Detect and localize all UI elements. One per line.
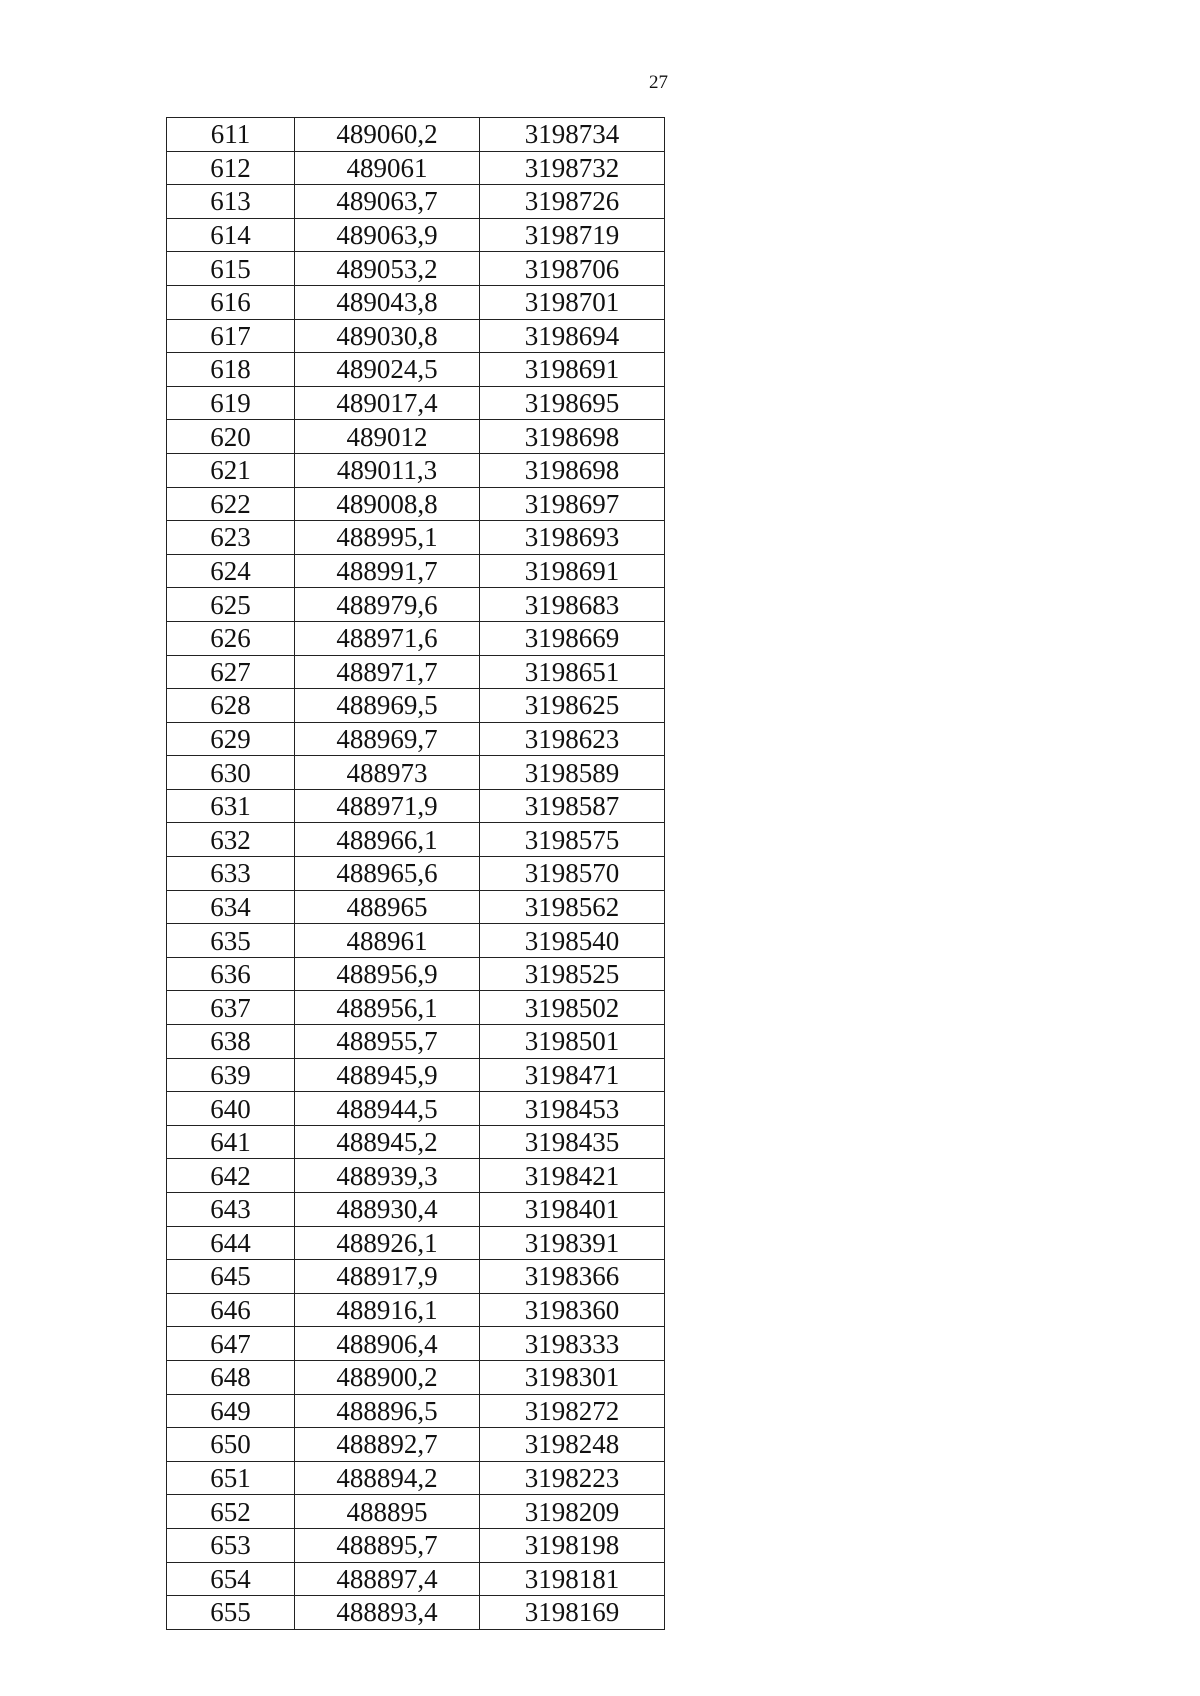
point-number-cell: 637 — [167, 991, 295, 1025]
table-row — [167, 1327, 665, 1361]
table-row — [167, 151, 665, 185]
table-row — [167, 991, 665, 1025]
point-number-cell: 650 — [167, 1428, 295, 1462]
table-row — [167, 1058, 665, 1092]
table-row — [167, 554, 665, 588]
table-row — [167, 857, 665, 891]
point-number-cell: 623 — [167, 521, 295, 555]
y-coordinate-cell: 3198697 — [480, 487, 665, 521]
table-row — [167, 924, 665, 958]
y-coordinate-cell: 3198471 — [480, 1058, 665, 1092]
point-number-cell: 633 — [167, 857, 295, 891]
x-coordinate-cell: 488955,7 — [295, 1025, 480, 1059]
point-number-cell: 627 — [167, 655, 295, 689]
table-row — [167, 588, 665, 622]
coordinates-table-body — [167, 118, 665, 1630]
table-row — [167, 118, 665, 152]
table-row — [167, 1461, 665, 1495]
table-row — [167, 1495, 665, 1529]
x-coordinate-cell: 488956,9 — [295, 957, 480, 991]
point-number-cell: 648 — [167, 1360, 295, 1394]
y-coordinate-cell: 3198623 — [480, 722, 665, 756]
y-coordinate-cell: 3198333 — [480, 1327, 665, 1361]
point-number-cell: 640 — [167, 1092, 295, 1126]
y-coordinate-cell: 3198726 — [480, 185, 665, 219]
x-coordinate-cell: 488916,1 — [295, 1293, 480, 1327]
x-coordinate-cell: 488906,4 — [295, 1327, 480, 1361]
point-number-cell: 619 — [167, 386, 295, 420]
x-coordinate-cell: 488991,7 — [295, 554, 480, 588]
x-coordinate-cell: 489012 — [295, 420, 480, 454]
y-coordinate-cell: 3198698 — [480, 420, 665, 454]
table-row — [167, 453, 665, 487]
table-row — [167, 1360, 665, 1394]
x-coordinate-cell: 488945,2 — [295, 1125, 480, 1159]
point-number-cell: 625 — [167, 588, 295, 622]
table-row — [167, 420, 665, 454]
x-coordinate-cell: 489030,8 — [295, 319, 480, 353]
point-number-cell: 611 — [167, 118, 295, 152]
coordinates-table — [166, 117, 665, 1630]
point-number-cell: 621 — [167, 453, 295, 487]
y-coordinate-cell: 3198502 — [480, 991, 665, 1025]
y-coordinate-cell: 3198360 — [480, 1293, 665, 1327]
point-number-cell: 620 — [167, 420, 295, 454]
point-number-cell: 632 — [167, 823, 295, 857]
x-coordinate-cell: 488971,9 — [295, 789, 480, 823]
x-coordinate-cell: 488966,1 — [295, 823, 480, 857]
y-coordinate-cell: 3198693 — [480, 521, 665, 555]
y-coordinate-cell: 3198701 — [480, 285, 665, 319]
y-coordinate-cell: 3198525 — [480, 957, 665, 991]
y-coordinate-cell: 3198706 — [480, 252, 665, 286]
point-number-cell: 649 — [167, 1394, 295, 1428]
point-number-cell: 639 — [167, 1058, 295, 1092]
y-coordinate-cell: 3198223 — [480, 1461, 665, 1495]
x-coordinate-cell: 489043,8 — [295, 285, 480, 319]
y-coordinate-cell: 3198732 — [480, 151, 665, 185]
point-number-cell: 613 — [167, 185, 295, 219]
y-coordinate-cell: 3198421 — [480, 1159, 665, 1193]
table-row — [167, 1293, 665, 1327]
point-number-cell: 618 — [167, 353, 295, 387]
y-coordinate-cell: 3198691 — [480, 554, 665, 588]
x-coordinate-cell: 488892,7 — [295, 1428, 480, 1462]
table-row — [167, 621, 665, 655]
table-row — [167, 1528, 665, 1562]
x-coordinate-cell: 488971,7 — [295, 655, 480, 689]
table-row — [167, 386, 665, 420]
x-coordinate-cell: 488930,4 — [295, 1193, 480, 1227]
point-number-cell: 653 — [167, 1528, 295, 1562]
y-coordinate-cell: 3198209 — [480, 1495, 665, 1529]
table-row — [167, 890, 665, 924]
x-coordinate-cell: 488900,2 — [295, 1360, 480, 1394]
x-coordinate-cell: 488961 — [295, 924, 480, 958]
point-number-cell: 626 — [167, 621, 295, 655]
x-coordinate-cell: 489024,5 — [295, 353, 480, 387]
point-number-cell: 615 — [167, 252, 295, 286]
page-number: 27 — [649, 72, 668, 93]
table-row — [167, 1193, 665, 1227]
y-coordinate-cell: 3198248 — [480, 1428, 665, 1462]
x-coordinate-cell: 488956,1 — [295, 991, 480, 1025]
y-coordinate-cell: 3198401 — [480, 1193, 665, 1227]
point-number-cell: 635 — [167, 924, 295, 958]
x-coordinate-cell: 488965 — [295, 890, 480, 924]
x-coordinate-cell: 488939,3 — [295, 1159, 480, 1193]
y-coordinate-cell: 3198575 — [480, 823, 665, 857]
y-coordinate-cell: 3198366 — [480, 1260, 665, 1294]
point-number-cell: 641 — [167, 1125, 295, 1159]
x-coordinate-cell: 489008,8 — [295, 487, 480, 521]
x-coordinate-cell: 488969,7 — [295, 722, 480, 756]
x-coordinate-cell: 488944,5 — [295, 1092, 480, 1126]
y-coordinate-cell: 3198169 — [480, 1596, 665, 1630]
x-coordinate-cell: 488926,1 — [295, 1226, 480, 1260]
table-row — [167, 1125, 665, 1159]
y-coordinate-cell: 3198698 — [480, 453, 665, 487]
table-row — [167, 689, 665, 723]
table-row — [167, 957, 665, 991]
y-coordinate-cell: 3198625 — [480, 689, 665, 723]
point-number-cell: 651 — [167, 1461, 295, 1495]
y-coordinate-cell: 3198694 — [480, 319, 665, 353]
point-number-cell: 614 — [167, 218, 295, 252]
y-coordinate-cell: 3198683 — [480, 588, 665, 622]
table-row — [167, 285, 665, 319]
y-coordinate-cell: 3198691 — [480, 353, 665, 387]
table-row — [167, 1428, 665, 1462]
table-row — [167, 521, 665, 555]
point-number-cell: 622 — [167, 487, 295, 521]
point-number-cell: 646 — [167, 1293, 295, 1327]
point-number-cell: 643 — [167, 1193, 295, 1227]
y-coordinate-cell: 3198453 — [480, 1092, 665, 1126]
point-number-cell: 644 — [167, 1226, 295, 1260]
point-number-cell: 638 — [167, 1025, 295, 1059]
point-number-cell: 624 — [167, 554, 295, 588]
point-number-cell: 654 — [167, 1562, 295, 1596]
table-row — [167, 353, 665, 387]
x-coordinate-cell: 489011,3 — [295, 453, 480, 487]
y-coordinate-cell: 3198570 — [480, 857, 665, 891]
y-coordinate-cell: 3198719 — [480, 218, 665, 252]
y-coordinate-cell: 3198669 — [480, 621, 665, 655]
y-coordinate-cell: 3198181 — [480, 1562, 665, 1596]
x-coordinate-cell: 488894,2 — [295, 1461, 480, 1495]
point-number-cell: 652 — [167, 1495, 295, 1529]
table-row — [167, 1092, 665, 1126]
y-coordinate-cell: 3198734 — [480, 118, 665, 152]
table-row — [167, 1025, 665, 1059]
x-coordinate-cell: 488917,9 — [295, 1260, 480, 1294]
point-number-cell: 631 — [167, 789, 295, 823]
point-number-cell: 655 — [167, 1596, 295, 1630]
x-coordinate-cell: 489063,9 — [295, 218, 480, 252]
point-number-cell: 617 — [167, 319, 295, 353]
y-coordinate-cell: 3198695 — [480, 386, 665, 420]
point-number-cell: 628 — [167, 689, 295, 723]
table-row — [167, 722, 665, 756]
y-coordinate-cell: 3198589 — [480, 756, 665, 790]
table-row — [167, 487, 665, 521]
x-coordinate-cell: 489060,2 — [295, 118, 480, 152]
x-coordinate-cell: 488895,7 — [295, 1528, 480, 1562]
point-number-cell: 634 — [167, 890, 295, 924]
table-row — [167, 789, 665, 823]
y-coordinate-cell: 3198301 — [480, 1360, 665, 1394]
y-coordinate-cell: 3198540 — [480, 924, 665, 958]
table-row — [167, 1159, 665, 1193]
point-number-cell: 612 — [167, 151, 295, 185]
y-coordinate-cell: 3198651 — [480, 655, 665, 689]
x-coordinate-cell: 488893,4 — [295, 1596, 480, 1630]
x-coordinate-cell: 488979,6 — [295, 588, 480, 622]
y-coordinate-cell: 3198501 — [480, 1025, 665, 1059]
x-coordinate-cell: 489063,7 — [295, 185, 480, 219]
y-coordinate-cell: 3198587 — [480, 789, 665, 823]
x-coordinate-cell: 489061 — [295, 151, 480, 185]
table-row — [167, 252, 665, 286]
y-coordinate-cell: 3198198 — [480, 1528, 665, 1562]
x-coordinate-cell: 488995,1 — [295, 521, 480, 555]
x-coordinate-cell: 488895 — [295, 1495, 480, 1529]
x-coordinate-cell: 488965,6 — [295, 857, 480, 891]
x-coordinate-cell: 488973 — [295, 756, 480, 790]
table-row — [167, 1596, 665, 1630]
table-row — [167, 185, 665, 219]
point-number-cell: 629 — [167, 722, 295, 756]
table-row — [167, 1226, 665, 1260]
x-coordinate-cell: 488971,6 — [295, 621, 480, 655]
point-number-cell: 645 — [167, 1260, 295, 1294]
x-coordinate-cell: 489053,2 — [295, 252, 480, 286]
point-number-cell: 630 — [167, 756, 295, 790]
table-row — [167, 319, 665, 353]
table-row — [167, 823, 665, 857]
x-coordinate-cell: 488945,9 — [295, 1058, 480, 1092]
table-row — [167, 1562, 665, 1596]
point-number-cell: 636 — [167, 957, 295, 991]
point-number-cell: 616 — [167, 285, 295, 319]
table-row — [167, 756, 665, 790]
table-row — [167, 1394, 665, 1428]
point-number-cell: 642 — [167, 1159, 295, 1193]
x-coordinate-cell: 489017,4 — [295, 386, 480, 420]
table-row — [167, 1260, 665, 1294]
x-coordinate-cell: 488969,5 — [295, 689, 480, 723]
x-coordinate-cell: 488896,5 — [295, 1394, 480, 1428]
y-coordinate-cell: 3198435 — [480, 1125, 665, 1159]
y-coordinate-cell: 3198391 — [480, 1226, 665, 1260]
table-row — [167, 218, 665, 252]
x-coordinate-cell: 488897,4 — [295, 1562, 480, 1596]
point-number-cell: 647 — [167, 1327, 295, 1361]
y-coordinate-cell: 3198562 — [480, 890, 665, 924]
y-coordinate-cell: 3198272 — [480, 1394, 665, 1428]
table-row — [167, 655, 665, 689]
